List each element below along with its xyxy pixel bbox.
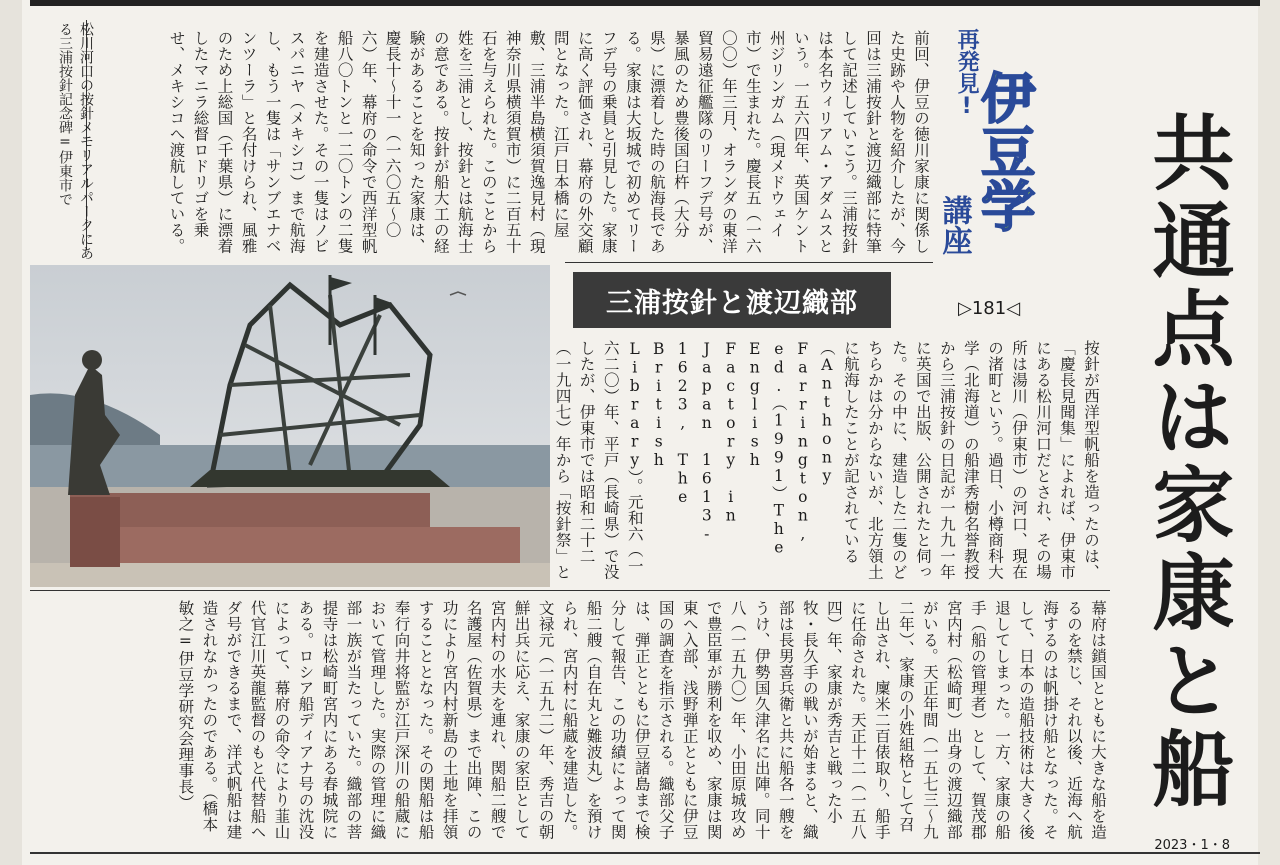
- monument-photo-illustration: [30, 265, 550, 587]
- article-column-top-right: 按針が西洋型帆船を造ったのは、「慶長見聞集」によれば、伊東市にある松川河口だとされ、その場所は湯川（伊東市）の河口、現在の渚町という。過日、小樽商科大学（北海道）の船津秀樹名誉教授から三浦按針の日記が一九九一年に英国で出版、公開されたと伺った。その中に、建造した二隻のどちらかは分からないが、北方領土に航海したことが記されている（Anthony Farrington, ed.（1991）The English Factory in Japan 1613-1623, The British Library）。元和六（一六二〇）年、平戸（長崎県）で没したが、伊東市では昭和二十二（一九四七）年から「按針祭」と: [553, 340, 1100, 580]
- article-column-bottom: 幕府は鎖国とともに大きな船を造るのを禁じ、それ以後、近海へ航海するのは帆掛け船となった。そして、日本の造船技術は大きく後退してしまった。一方、家康の船手（船の管理者）として、賀茂郡宮内村（松崎町）出身の渡辺織部がいる。天正年間（一五七三～九二年）、家康の小姓組格として召し出され、廩米二百俵取り、船手に任命された。天正十二（一五八四）年、家康が秀吉と戦った小牧・長久手の戦いが始まると、織部は長男喜兵衛と共に船各一艘をうけ、伊勢国久津名に出陣。同十八（一五九〇）年、小田原城攻めで豊臣軍が勝利を収め、家康は関東へ入部、浅野弾正とともに伊豆国の調査を指示される。織部父子は、弾正とともに伊豆諸島まで検分して報告、この功績によって関船二艘（自在丸と難波丸）を預けられ、宮内村に船蔵を建造した。文禄元（一五九二）年、秀吉の朝鮮出兵に応え、家康の家臣として宮内村の水夫を連れ、関船二艘で名護屋（佐賀県）まで出陣、この功により宮内村新島の土地を拝領することとなった。その関船は船奉行向井将監が江戸深川の船蔵において管理した。実際の管理に織部一族が当たっていた。織部の菩提寺は松崎町宮内にある春城院にある。ロシア船ディアナ号の沈没によって、幕府の命令により韮山代官江川英龍監督のもと代替船ヘダ号ができるまで、洋式帆船は建造されなかったのである。（橋本敏之=伊豆学研究会理事長）: [176, 600, 1107, 840]
- bottom-rule: [30, 852, 1260, 854]
- series-number: ▷181◁: [958, 298, 1021, 319]
- headline: 共通点は家康と船: [1139, 110, 1235, 814]
- monument-photo: [30, 265, 550, 587]
- series-prefix: 再発見!: [954, 28, 980, 119]
- subhead-banner: 三浦按針と渡辺織部: [573, 272, 891, 328]
- left-margin: [0, 0, 22, 865]
- divider: [30, 590, 1110, 591]
- article-column-top-left: 前回、伊豆の徳川家康に関係した史跡や人物を紹介したが、今回は三浦按針と渡辺織部に特筆して記述していこう。三浦按針は本名ウィリアム・アダムスという。一五六四年、英国ケント州ジリンガム（現メドウェイ市）で生まれた。慶長五（一六〇〇）年三月、オランダの東洋貿易遠征艦隊のリーフデ号が、暴風のため豊後国臼杵（大分県）に漂着した時の航海長である。家康は大坂城で初めてリーフデ号の乗員と引見した。家康に高く評価され、幕府の外交顧問となった。江戸日本橋に屋敷、三浦半島横須賀逸見村（現神奈川県横須賀市）に二百五十石を与えられた。このことから姓を三浦とし、按針とは航海士の意である。按針が船大工の経験があることを知った家康は、慶長十～十一（一六〇五～〇六）年、幕府の命令で西洋型帆船八〇トンと一二〇トンの二隻を建造させた。その一隻はノビスパニヤ（メキシコ）まで航海し、もう一隻は「サンブエナベンツーラ」と名付けられ、風雅のため上総国（千葉県）に漂着したマニラ総督ロドリゴを乗せ、メキシコへ渡航している。: [167, 30, 930, 254]
- right-margin: [1258, 0, 1280, 865]
- top-rule: [30, 0, 1260, 6]
- series-suffix: 講座: [936, 195, 972, 255]
- publication-date: 2023・1・8: [1154, 838, 1230, 853]
- divider: [565, 262, 933, 263]
- series-logo: 伊豆学: [972, 70, 1036, 232]
- photo-caption: 松川河口の按針メモリアルパークにある三浦按針記念碑=伊東市で: [57, 22, 94, 260]
